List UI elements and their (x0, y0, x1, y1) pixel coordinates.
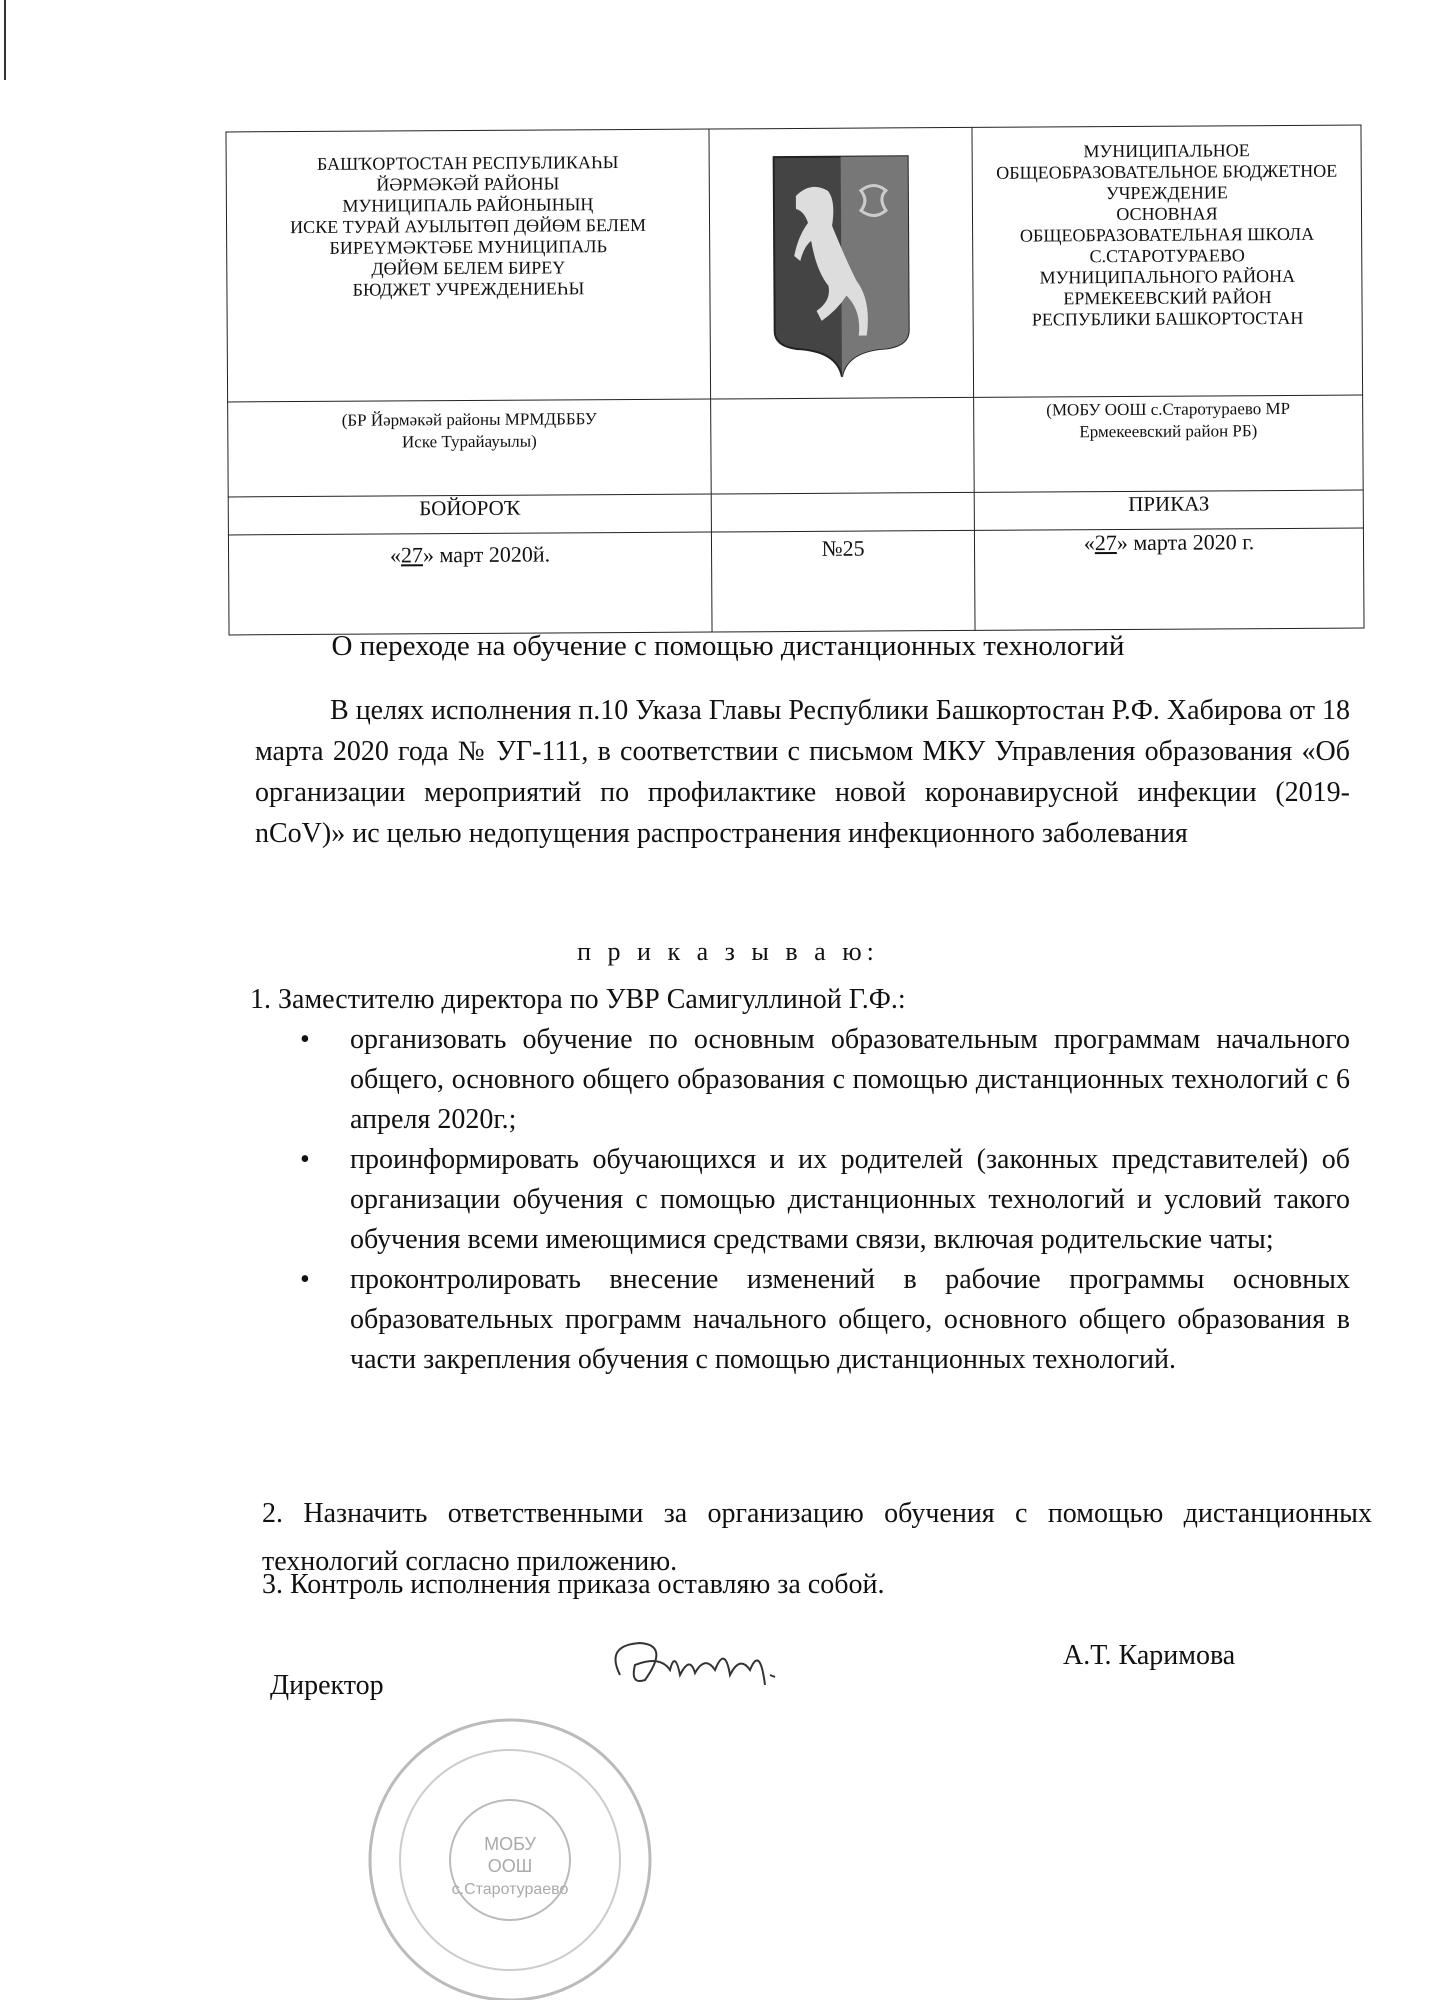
bullet-icon: • (300, 1144, 310, 1175)
date-rest: » марта 2020 г. (1116, 529, 1255, 556)
line: (БР Йәрмәкәй районы МРМДБББУ (341, 409, 597, 430)
bullet-item (290, 1140, 1350, 1260)
line: БАШҠОРТОСТАН РЕСПУБЛИКАҺЫ (316, 152, 619, 174)
item-3: 3. Контроль исполнения приказа оставляю за собой. (262, 1569, 885, 1600)
line: (МОБУ ООШ с.Старотураево МР (1046, 398, 1291, 420)
line: МУНИЦИПАЛЬНОГО РАЙОНА (1039, 265, 1296, 288)
empty-cell (711, 492, 974, 532)
official-stamp (360, 1710, 660, 2000)
bullet-item (290, 1020, 1350, 1140)
svg-text:МОБУ: МОБУ (484, 1834, 536, 1854)
bullet-item (290, 1260, 1350, 1380)
right-org-name (972, 125, 1363, 397)
bullet-icon: • (300, 1024, 310, 1055)
quote: « (389, 542, 402, 568)
right-date (974, 528, 1364, 630)
line: УЧРЕЖДЕНИЕ (1105, 182, 1228, 204)
bullet-text: проинформировать обучающихся и их родителей (законных представителей) об организации обучения с помощью дистанционных технологий и условий такого обучения всеми имеющимися средствами связи, включая родительские чаты; (350, 1144, 1350, 1255)
line: ИСКЕ ТУРАЙ АУЫЛЫТӨП ДӨЙӨМ БЕЛЕМ (290, 214, 647, 238)
day: 27 (400, 542, 424, 568)
left-date (228, 532, 712, 635)
line: ЙӘРМӘКӘЙ РАЙОНЫ (376, 173, 560, 195)
header-table (225, 125, 1364, 636)
crest-cell (709, 127, 974, 399)
item-2: 2. Назначить ответственными за организацию обучения с помощью дистанционных технологий согласно приложению. (262, 1498, 1372, 1577)
line: С.СТАРОТУРАЕВО (1089, 245, 1245, 267)
item-1-text: 1. Заместителю директора по УВР Самигуллиной Г.Ф.: (250, 984, 906, 1015)
left-doc-type: БОЙОРОҠ (228, 494, 711, 535)
bullet-text: проконтролировать внесение изменений в рабочие программы основных образовательных программ начального общего, основного общего образования в части закрепления обучения с помощью дистанционных технологий. (350, 1264, 1350, 1375)
coat-of-arms-icon (766, 150, 917, 381)
line: БЮДЖЕТ УЧРЕЖДЕНИЕҺЫ (352, 278, 585, 300)
document-title: О переходе на обучение с помощью дистанционных технологий (331, 630, 1125, 662)
line: ОБЩЕОБРАЗОВАТЕЛЬНАЯ ШКОЛА (1019, 223, 1315, 246)
empty-cell (711, 397, 975, 494)
preamble: В целях исполнения п.10 Указа Главы Республики Башкортостан Р.Ф. Хабирова от 18 марта 2020 года № УГ-111, в соответствии с письмом МКУ Управления образования «Об организации мероприятий по профилактике новой коронавирусной инфекции (2019-nCoV)» ис целью недопущения распространения инфекционного заболевания (255, 695, 1350, 849)
bullet-text: организовать обучение по основным образовательным программам начального общего, основного общего образования с помощью дистанционных технологий с 6 апреля 2020г.; (350, 1024, 1350, 1135)
item-1 (250, 980, 1350, 1380)
order-number: №25 (711, 530, 975, 632)
signatory-name: А.Т. Каримова (1063, 1640, 1236, 1671)
line: МУНИЦИПАЛЬНОЕ (1083, 140, 1250, 162)
line: ДӨЙӨМ БЕЛЕМ БИРЕҮ (371, 257, 566, 279)
line: БИРЕҮМӘКТӘБЕ МУНИЦИПАЛЬ (329, 236, 607, 258)
line: Иске Турайауылы) (401, 431, 537, 452)
svg-text:ООШ: ООШ (487, 1856, 533, 1876)
line: Ермекеевский район РБ) (1079, 421, 1258, 442)
line: ЕРМЕКЕЕВСКИЙ РАЙОН (1063, 287, 1272, 309)
line: МУНИЦИПАЛЬ РАЙОНЫНЫҢ (342, 194, 594, 216)
left-short-name (228, 399, 712, 497)
date-rest: » март 2020й. (422, 541, 551, 568)
day: 27 (1094, 530, 1117, 556)
right-doc-type: ПРИКАЗ (974, 490, 1363, 530)
line: ОСНОВНАЯ (1116, 203, 1218, 225)
bullet-icon: • (300, 1264, 310, 1295)
left-org-name (226, 129, 711, 402)
scan-edge (4, 0, 6, 80)
signature-position: Директор (270, 1670, 384, 1701)
handwritten-signature (600, 1625, 820, 1705)
quote: « (1083, 530, 1095, 556)
line: РЕСПУБЛИКИ БАШКОРТОСТАН (1031, 307, 1304, 330)
right-short-name (974, 395, 1364, 492)
line: ОБЩЕОБРАЗОВАТЕЛЬНОЕ БЮДЖЕТНОЕ (996, 160, 1338, 183)
order-word: п р и к а з ы в а ю: (577, 937, 879, 966)
svg-text:с.Старотураево: с.Старотураево (451, 1881, 569, 1898)
